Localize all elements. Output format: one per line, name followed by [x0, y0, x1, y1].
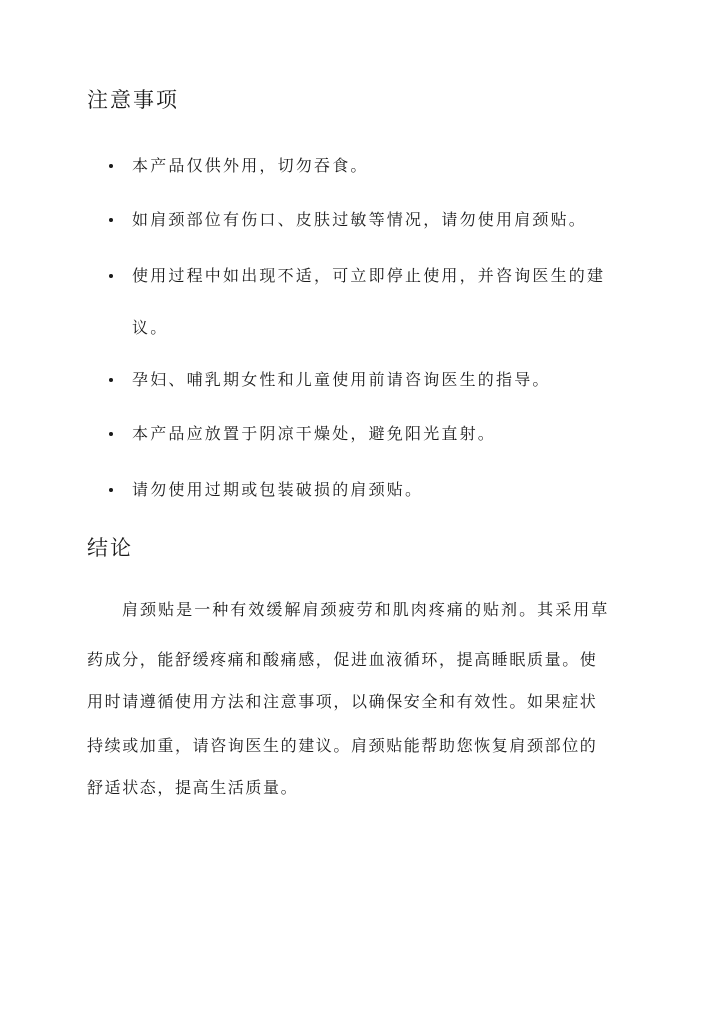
paragraph-line: 用时请遵循使用方法和注意事项，以确保安全和有效性。如果症状 — [87, 692, 598, 711]
conclusion-heading: 结论 — [87, 536, 133, 560]
list-item-text: 本产品应放置于阴凉干燥处，避免阳光直射。 — [132, 424, 497, 443]
list-item-text: 本产品仅供外用，切勿吞食。 — [132, 156, 369, 175]
notes-heading: 注意事项 — [87, 88, 179, 112]
bullet-icon — [109, 432, 113, 436]
paragraph-line: 持续或加重，请咨询医生的建议。肩颈贴能帮助您恢复肩颈部位的 — [87, 736, 598, 755]
list-item-text: 请勿使用过期或包装破损的肩颈贴。 — [132, 480, 424, 499]
paragraph-line: 舒适状态，提高生活质量。 — [87, 778, 299, 797]
list-item-text: 孕妇、哺乳期女性和儿童使用前请咨询医生的指导。 — [132, 370, 551, 389]
paragraph-line: 药成分，能舒缓疼痛和酸痛感，促进血液循环，提高睡眠质量。使 — [87, 650, 598, 669]
bullet-icon — [109, 218, 113, 222]
list-item-text-continued: 议。 — [132, 318, 169, 337]
bullet-icon — [109, 378, 113, 382]
list-item-text: 如肩颈部位有伤口、皮肤过敏等情况，请勿使用肩颈贴。 — [132, 210, 588, 229]
bullet-icon — [109, 488, 113, 492]
bullet-icon — [109, 274, 113, 278]
list-item-text: 使用过程中如出现不适，可立即停止使用，并咨询医生的建 — [132, 266, 606, 285]
bullet-icon — [109, 164, 113, 168]
paragraph-line: 肩颈贴是一种有效缓解肩颈疲劳和肌肉疼痛的贴剂。其采用草 — [122, 600, 610, 619]
